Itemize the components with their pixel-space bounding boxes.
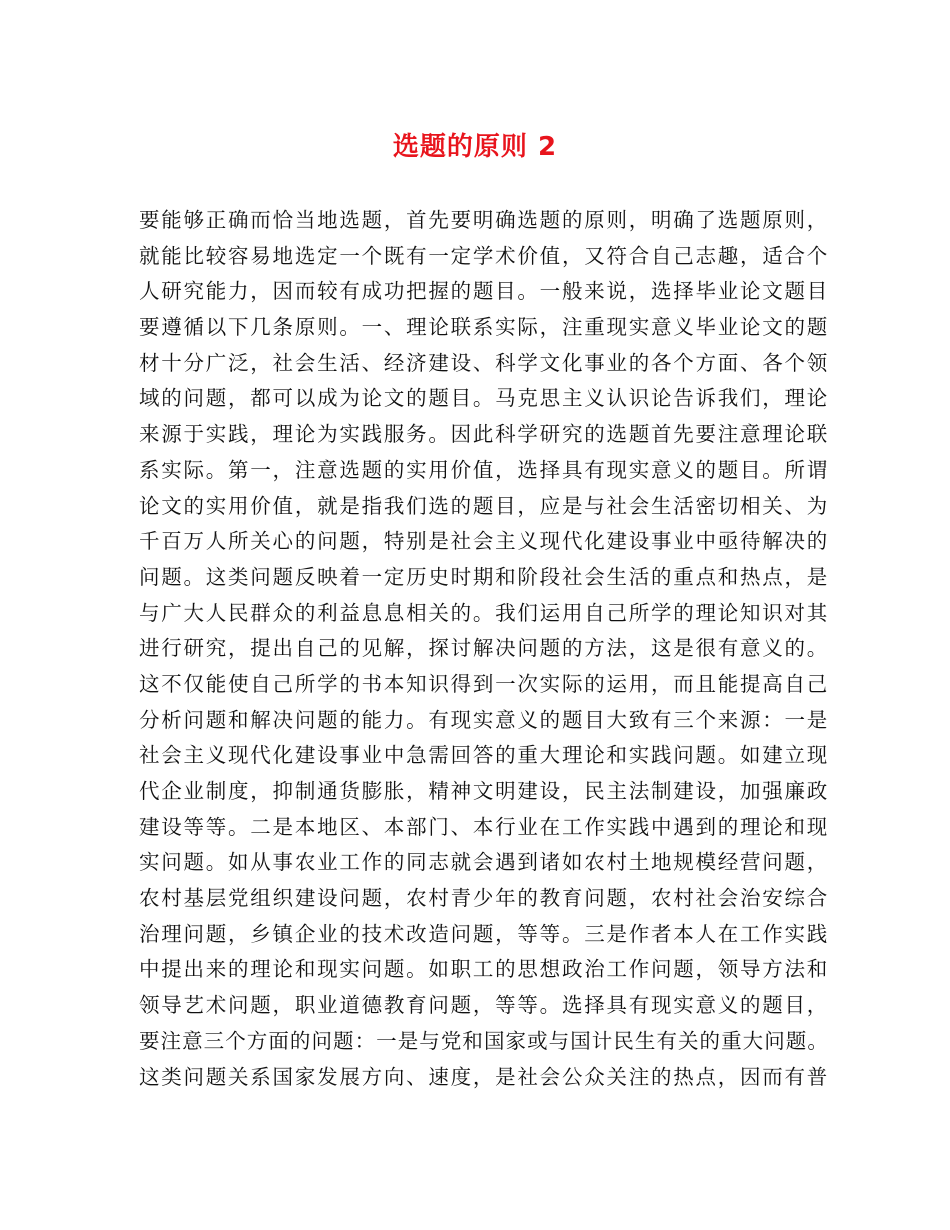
text-line: 代企业制度，抑制通货膨胀，精神文明建设，民主法制建设，加强廉政 [139,779,830,803]
text-line: 这类问题关系国家发展方向、速度，是社会公众关注的热点，因而有普 [139,1064,830,1089]
text-line: 来源于实践，理论为实践服务。因此科学研究的选题首先要注意理论联 [139,422,830,447]
text-line: 人研究能力，因而较有成功把握的题目。一般来说，选择毕业论文题目 [139,279,830,304]
text-line: 材十分广泛，社会生活、经济建设、科学文化事业的各个方面、各个领 [139,350,830,375]
text-line: 这不仅能使自己所学的书本知识得到一次实际的运用，而且能提高自己 [139,671,830,696]
text-line: 要注意三个方面的问题：一是与党和国家或与国计民生有关的重大问题。 [139,1028,829,1053]
text-line: 问题。这类问题反映着一定历史时期和阶段社会生活的重点和热点，是 [139,564,830,589]
text-line: 要遵循以下几条原则。一、理论联系实际，注重现实意义毕业论文的题 [139,315,830,340]
text-line: 系实际。第一，注意选题的实用价值，选择具有现实意义的题目。所谓 [139,457,830,482]
text-line: 社会主义现代化建设事业中急需回答的重大理论和实践问题。如建立现 [139,743,830,768]
text-line: 分析问题和解决问题的能力。有现实意义的题目大致有三个来源：一是 [139,707,830,732]
text-line: 治理问题，乡镇企业的技术改造问题，等等。三是作者本人在工作实践 [139,921,830,946]
text-line: 建设等等。二是本地区、本部门、本行业在工作实践中遇到的理论和现 [139,814,830,839]
text-line: 论文的实用价值，就是指我们选的题目，应是与社会生活密切相关、为 [139,493,830,518]
text-line: 领导艺术问题，职业道德教育问题，等等。选择具有现实意义的题目， [139,993,830,1018]
text-line: 进行研究，提出自己的见解，探讨解决问题的方法，这是很有意义的。 [139,636,830,661]
text-line: 中提出来的理论和现实问题。如职工的思想政治工作问题，领导方法和 [139,957,830,982]
page-title: 选题的原则 2 [392,132,558,162]
text-line: 与广大人民群众的利益息息相关的。我们运用自己所学的理论知识对其 [139,600,830,625]
body-paragraph [139,203,829,1095]
text-line: 要能够正确而恰当地选题，首先要明确选题的原则，明确了选题原则， [139,208,830,232]
text-line: 就能比较容易地选定一个既有一定学术价值，又符合自己志趣，适合个 [139,243,830,268]
text-line: 实问题。如从事农业工作的同志就会遇到诸如农村土地规模经营问题， [139,850,830,875]
text-line: 域的问题，都可以成为论文的题目。马克思主义认识论告诉我们，理论 [139,386,830,411]
text-line: 千百万人所关心的问题，特别是社会主义现代化建设事业中亟待解决的 [139,529,830,554]
text-line: 农村基层党组织建设问题，农村青少年的教育问题，农村社会治安综合 [139,886,830,911]
